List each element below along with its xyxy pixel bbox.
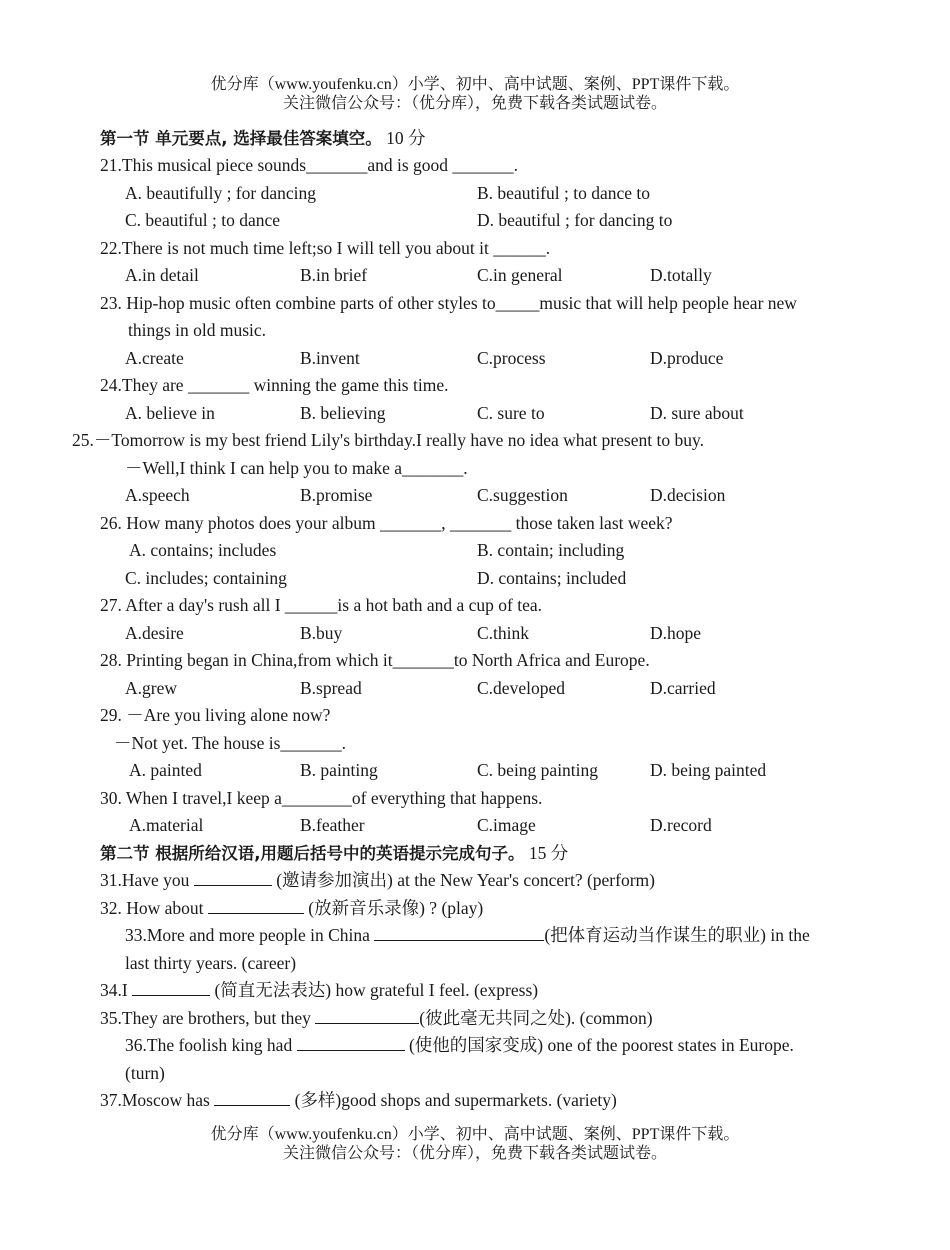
q27-option-a: A.desire <box>125 623 184 643</box>
q27-option-d: D.hope <box>650 623 702 643</box>
q30-stem: 30. When I travel,I keep a________of everything that happens. <box>100 788 543 808</box>
q21-stem: 21.This musical piece sounds_______and is good _______. <box>100 155 519 175</box>
q23-option-c: C.process <box>477 348 546 368</box>
q34-sentence <box>100 979 538 1001</box>
q26-stem: 26. How many photos does your album _______, _______ those taken last week? <box>100 513 673 533</box>
q30-option-b: B.feather <box>300 815 365 835</box>
q36-sentence <box>125 1034 794 1056</box>
q35-sentence <box>100 1007 653 1029</box>
q23-option-d: D.produce <box>650 348 724 368</box>
q37-sentence <box>100 1089 617 1111</box>
q33-text-after: (把体育运动当作谋生的职业) in the <box>544 925 810 945</box>
q32-sentence <box>100 897 483 919</box>
q22-option-c: C.in general <box>477 265 563 285</box>
q24-stem: 24.They are _______ winning the game this time. <box>100 375 449 395</box>
q28-option-a: A.grew <box>125 678 177 698</box>
q35-answer-blank[interactable] <box>315 1007 419 1024</box>
q33-sentence <box>125 924 810 946</box>
q27-stem: 27. After a day's rush all I ______is a hot bath and a cup of tea. <box>100 595 542 615</box>
q35-text-after: (彼此毫无共同之处). (common) <box>419 1008 653 1028</box>
section-1-points: 10 分 <box>386 128 426 148</box>
q24-option-d: D. sure about <box>650 403 744 423</box>
q23-stem-cont: things in old music. <box>128 320 267 340</box>
q27-option-c: C.think <box>477 623 530 643</box>
q25-option-c: C.suggestion <box>477 485 568 505</box>
q25-stem: 25.－Tomorrow is my best friend Lily's birthday.I really have no idea what present to buy. <box>72 430 704 450</box>
q26-option-c: C. includes; containing <box>125 568 287 588</box>
q29-stem-cont: －Not yet. The house is_______. <box>114 733 347 753</box>
q23-option-b: B.invent <box>300 348 360 368</box>
q37-text-before: 37.Moscow has <box>100 1090 210 1110</box>
q33-answer-blank[interactable] <box>374 924 544 941</box>
q29-option-d: D. being painted <box>650 760 767 780</box>
q21-option-a: A. beautifully ; for dancing <box>125 183 316 203</box>
q24-option-b: B. believing <box>300 403 386 423</box>
q26-option-b: B. contain; including <box>477 540 625 560</box>
q28-option-b: B.spread <box>300 678 362 698</box>
q36-text-before: 36.The foolish king had <box>125 1035 293 1055</box>
q30-option-c: C.image <box>477 815 536 835</box>
q32-text-before: 32. How about <box>100 898 204 918</box>
q37-answer-blank[interactable] <box>214 1089 290 1106</box>
q35-text-before: 35.They are brothers, but they <box>100 1008 311 1028</box>
q31-answer-blank[interactable] <box>194 869 272 886</box>
q22-stem: 22.There is not much time left;so I will tell you about it ______. <box>100 238 551 258</box>
q23-option-a: A.create <box>125 348 184 368</box>
q29-option-c: C. being painting <box>477 760 599 780</box>
q27-option-b: B.buy <box>300 623 343 643</box>
q21-option-d: D. beautiful ; for dancing to <box>477 210 673 230</box>
q29-stem: 29. －Are you living alone now? <box>100 705 331 725</box>
q30-option-a: A.material <box>129 815 204 835</box>
section-2-title: 第二节 根据所给汉语,用题后括号中的英语提示完成句子。 <box>100 844 525 863</box>
q22-option-b: B.in brief <box>300 265 368 285</box>
q33-text-before: 33.More and more people in China <box>125 925 370 945</box>
q37-text-after: (多样)good shops and supermarkets. (variety) <box>294 1090 617 1110</box>
q26-option-d: D. contains; included <box>477 568 627 588</box>
q36-text-after: (使他的国家变成) one of the poorest states in Europe. <box>408 1035 794 1055</box>
footer-line-2: 关注微信公众号：（优分库），免费下载各类试题试卷。 <box>282 1145 667 1162</box>
section-2-points: 15 分 <box>528 843 569 863</box>
q34-text-before: 34.I <box>100 980 128 1000</box>
q24-option-a: A. believe in <box>125 403 215 423</box>
q30-option-d: D.record <box>650 815 712 835</box>
q32-answer-blank[interactable] <box>208 897 304 914</box>
q22-option-d: D.totally <box>650 265 712 285</box>
q21-option-c: C. beautiful ; to dance <box>125 210 281 230</box>
q24-option-c: C. sure to <box>477 403 545 423</box>
footer-line-1: 优分库（www.youfenku.cn）小学、初中、高中试题、案例、PPT课件下载。 <box>210 1126 740 1143</box>
q34-answer-blank[interactable] <box>132 979 210 996</box>
q34-text-after: (简直无法表达) how grateful I feel. (express) <box>214 980 539 1000</box>
q31-sentence <box>100 869 655 891</box>
q29-option-a: A. painted <box>129 760 202 780</box>
q28-option-d: D.carried <box>650 678 716 698</box>
q31-text-after: (邀请参加演出) at the New Year's concert? (perform) <box>276 870 655 890</box>
q36-answer-blank[interactable] <box>297 1034 405 1051</box>
q25-stem-cont: －Well,I think I can help you to make a_______. <box>125 458 468 478</box>
q21-option-b: B. beautiful ; to dance to <box>477 183 651 203</box>
section-2-heading <box>100 842 568 865</box>
q31-text-before: 31.Have you <box>100 870 190 890</box>
section-1-title: 第一节 单元要点, 选择最佳答案填空。 <box>100 129 382 148</box>
q28-option-c: C.developed <box>477 678 565 698</box>
q29-option-b: B. painting <box>300 760 378 780</box>
header-line-1: 优分库（www.youfenku.cn）小学、初中、高中试题、案例、PPT课件下载。 <box>210 76 740 93</box>
q36-sentence-cont: (turn) <box>125 1063 165 1083</box>
q26-option-a: A. contains; includes <box>129 540 277 560</box>
q25-option-a: A.speech <box>125 485 190 505</box>
q23-stem: 23. Hip-hop music often combine parts of other styles to_____music that will help people hear new <box>100 293 797 313</box>
section-1-heading <box>100 127 426 150</box>
q32-text-after: (放新音乐录像) ? (play) <box>308 898 484 918</box>
q33-sentence-cont: last thirty years. (career) <box>125 953 297 973</box>
header-line-2: 关注微信公众号：（优分库），免费下载各类试题试卷。 <box>282 95 667 112</box>
q25-option-d: D.decision <box>650 485 726 505</box>
q22-option-a: A.in detail <box>125 265 199 285</box>
q25-option-b: B.promise <box>300 485 373 505</box>
q28-stem: 28. Printing began in China,from which it_______to North Africa and Europe. <box>100 650 650 670</box>
